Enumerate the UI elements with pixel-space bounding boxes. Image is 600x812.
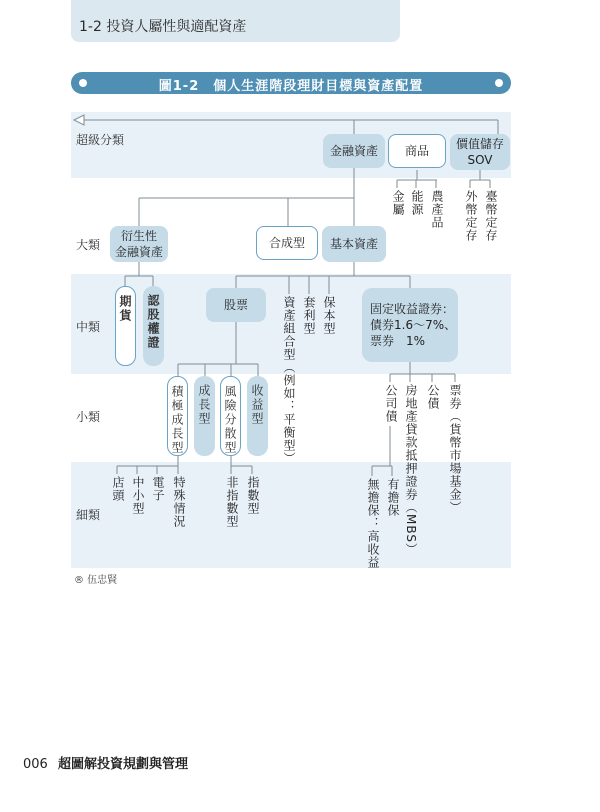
row-label-detail: 細類	[76, 508, 101, 522]
node-commodities: 商品	[388, 134, 446, 168]
leaf-energy: 能源	[410, 190, 424, 216]
row-label-major: 大類	[76, 238, 101, 252]
node-warrants: 認股權證	[143, 286, 164, 366]
row-label-super: 超級分類	[76, 133, 125, 147]
row-label-middle: 中類	[76, 320, 101, 334]
source-credit: ® 伍忠賢	[74, 575, 118, 586]
figure-title: 圖1-2 個人生涯階段理財目標與資產配置	[158, 79, 424, 94]
node-futures: 期貨	[115, 286, 136, 366]
leaf-index: 指數型	[246, 476, 260, 515]
leaf-bills: 票券（貨幣市場基金）	[448, 384, 462, 514]
node-composite: 合成型	[256, 226, 318, 260]
leaf-special: 特殊情況	[172, 476, 186, 528]
node-financial-assets: 金融資產	[323, 134, 385, 168]
section-title: 1-2 投資人屬性與適配資產	[79, 19, 247, 35]
node-derivatives: 衍生性 金融資產	[110, 226, 168, 262]
leaf-arbitrage: 套利型	[302, 296, 316, 335]
leaf-fx-deposit: 外幣定存	[464, 190, 478, 242]
node-store-of-value: 價值儲存 SOV	[450, 134, 510, 170]
leaf-gov-bond: 公債	[426, 384, 440, 410]
node-basic-assets: 基本資產	[322, 226, 386, 262]
leaf-secured: 有擔保	[386, 478, 400, 517]
page-footer	[23, 753, 188, 772]
leaf-otc: 店頭	[111, 476, 125, 502]
leaf-electronics: 電子	[151, 476, 165, 502]
leaf-asset-mix: 資產組合型（例如：平衡型）	[282, 296, 296, 465]
node-risk-spread: 風險分散型	[220, 376, 241, 456]
node-stocks: 股票	[206, 288, 266, 322]
node-income: 收益型	[247, 376, 268, 456]
leaf-small-mid: 中小型	[131, 476, 145, 515]
leaf-corporate-bond: 公司債	[384, 384, 398, 423]
node-growth: 成長型	[194, 376, 215, 456]
book-title: 超圖解投資規劃與管理	[57, 757, 188, 772]
leaf-mbs: 房地產貸款抵押證券（MBS）	[404, 384, 418, 556]
node-aggressive-growth: 積極成長型	[167, 376, 188, 456]
leaf-twd-deposit: 臺幣定存	[484, 190, 498, 242]
leaf-metals: 金屬	[391, 190, 405, 216]
page-number: 006	[23, 757, 48, 772]
leaf-unsecured: 無擔保：高收益	[366, 478, 380, 569]
leaf-agriculture: 農產品	[430, 190, 444, 229]
row-label-small: 小類	[76, 410, 101, 424]
leaf-non-index: 非指數型	[225, 476, 239, 528]
leaf-guaranteed: 保本型	[322, 296, 336, 335]
node-fixed-income: 固定收益證券： 債券1.6～7%、 票券 1%	[362, 288, 458, 362]
